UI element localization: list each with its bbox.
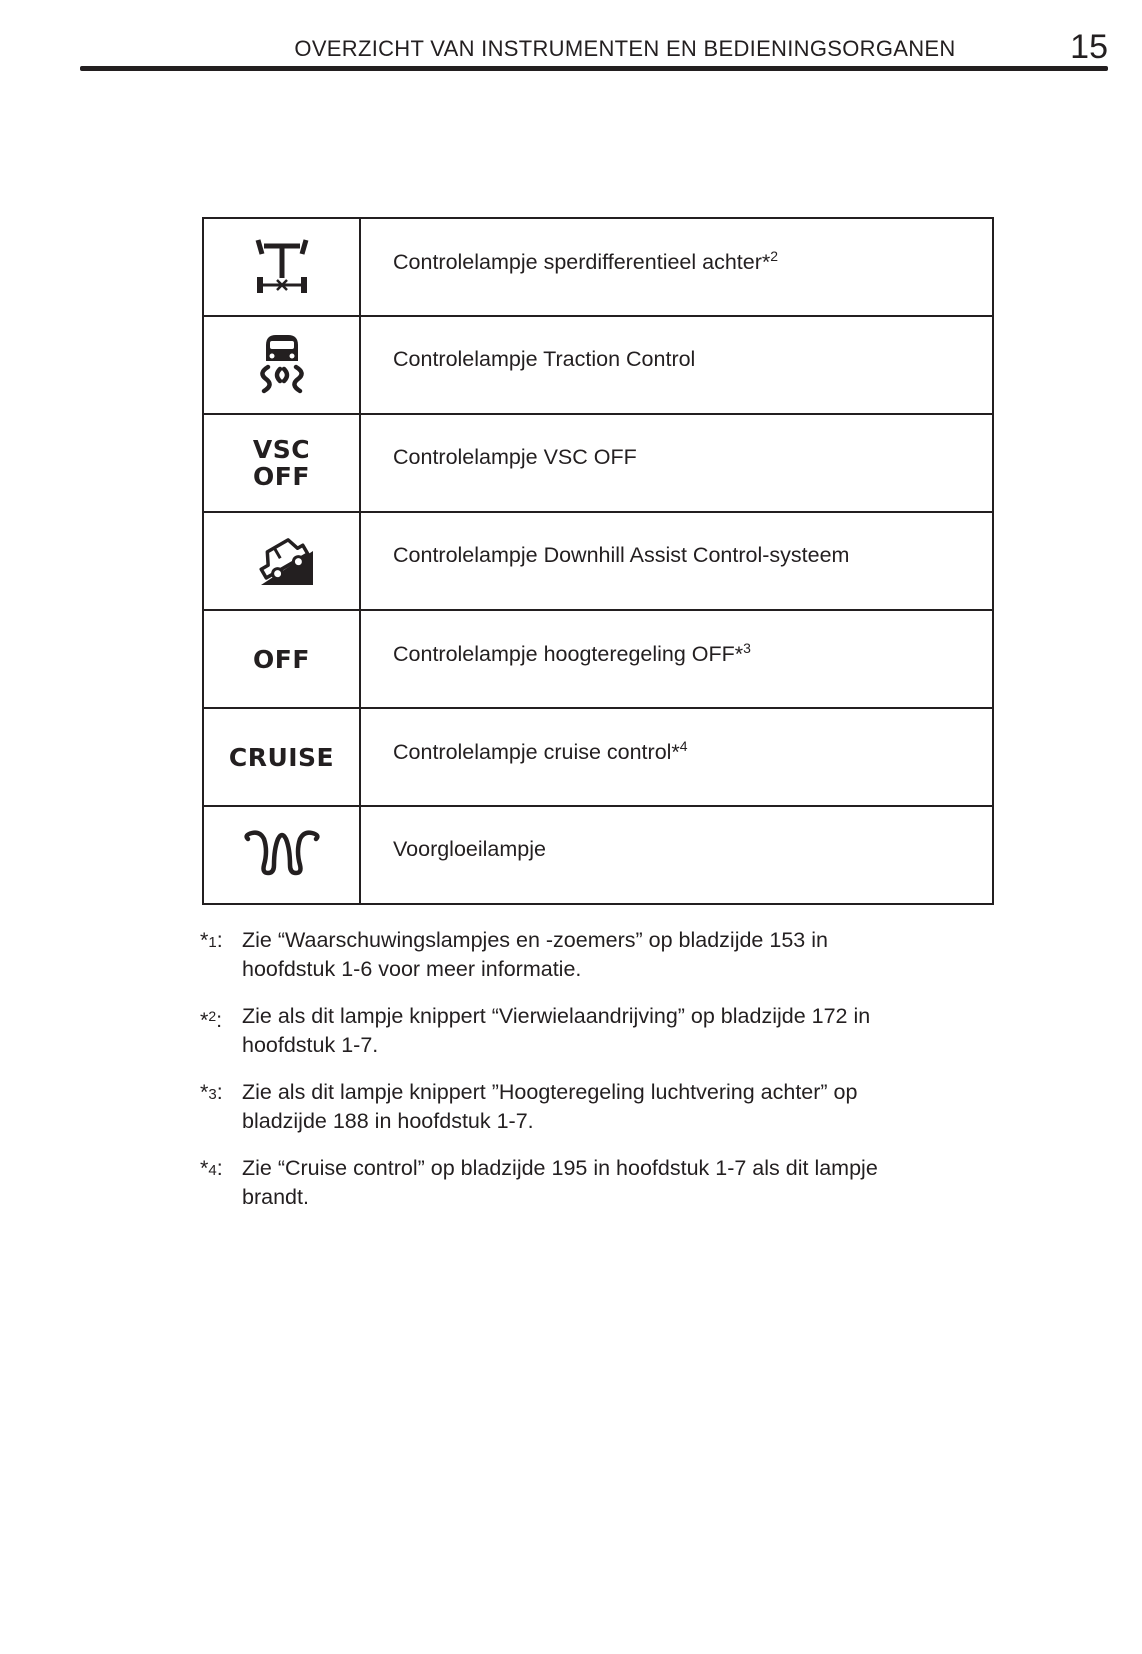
icon-cell <box>203 414 360 512</box>
lamp-description: Controlelampje Downhill Assist Control-systeem <box>360 512 993 610</box>
table-row <box>203 218 993 316</box>
icon-cell <box>203 218 360 316</box>
table-row <box>203 316 993 414</box>
table-row <box>203 806 993 904</box>
vsc-off-icon: VSC OFF <box>252 435 311 491</box>
lamp-description: Controlelampje cruise control*$^4$ <box>360 708 993 806</box>
icon-cell <box>203 512 360 610</box>
traction-control-icon <box>250 331 314 395</box>
rear-differential-lock-icon <box>250 234 314 296</box>
section-title: OVERZICHT VAN INSTRUMENTEN EN BEDIENINGSORGANEN <box>294 36 956 61</box>
icon-cell <box>203 316 360 414</box>
indicator-lamp-table <box>202 217 994 905</box>
footnote: *$^2$: Zie als dit lampje knippert “Vierwielaandrijving” op bladzijde 172 in hoofdstuk 1-7. <box>200 1004 871 1057</box>
lamp-description: Controlelampje hoogteregeling OFF*$^3$ <box>360 610 993 708</box>
height-control-off-icon: OFF <box>253 644 310 674</box>
lamp-description: Controlelampje sperdifferentieel achter*$^2$ <box>360 218 993 316</box>
table-row <box>203 512 993 610</box>
lamp-description: Voorgloeilampje <box>360 806 993 904</box>
table-row <box>203 414 993 512</box>
downhill-assist-icon <box>247 529 317 589</box>
page-header <box>80 30 1108 70</box>
cruise-icon: CRUISE <box>228 742 335 772</box>
icon-cell <box>203 806 360 904</box>
icon-cell <box>203 610 360 708</box>
table-row <box>203 708 993 806</box>
icon-cell <box>203 708 360 806</box>
footnote: *3: Zie als dit lampje knippert ”Hoogteregeling luchtvering achter” op bladzijde 188 in hoofdstuk 1-7. <box>200 1080 858 1133</box>
lamp-description: Controlelampje VSC OFF <box>360 414 993 512</box>
footnote: *1: Zie “Waarschuwingslampjes en -zoemers” op bladzijde 153 in hoofdstuk 1-6 voor meer informatie. <box>200 928 828 981</box>
page-number: 15 <box>1070 28 1108 66</box>
footnote: *4: Zie “Cruise control” op bladzijde 195 in hoofdstuk 1-7 als dit lampje brandt. <box>200 1156 878 1209</box>
glow-plug-icon <box>242 829 322 877</box>
lamp-description: Controlelampje Traction Control <box>360 316 993 414</box>
table-row <box>203 610 993 708</box>
header-rule <box>80 66 1108 71</box>
footnotes <box>200 926 960 1230</box>
